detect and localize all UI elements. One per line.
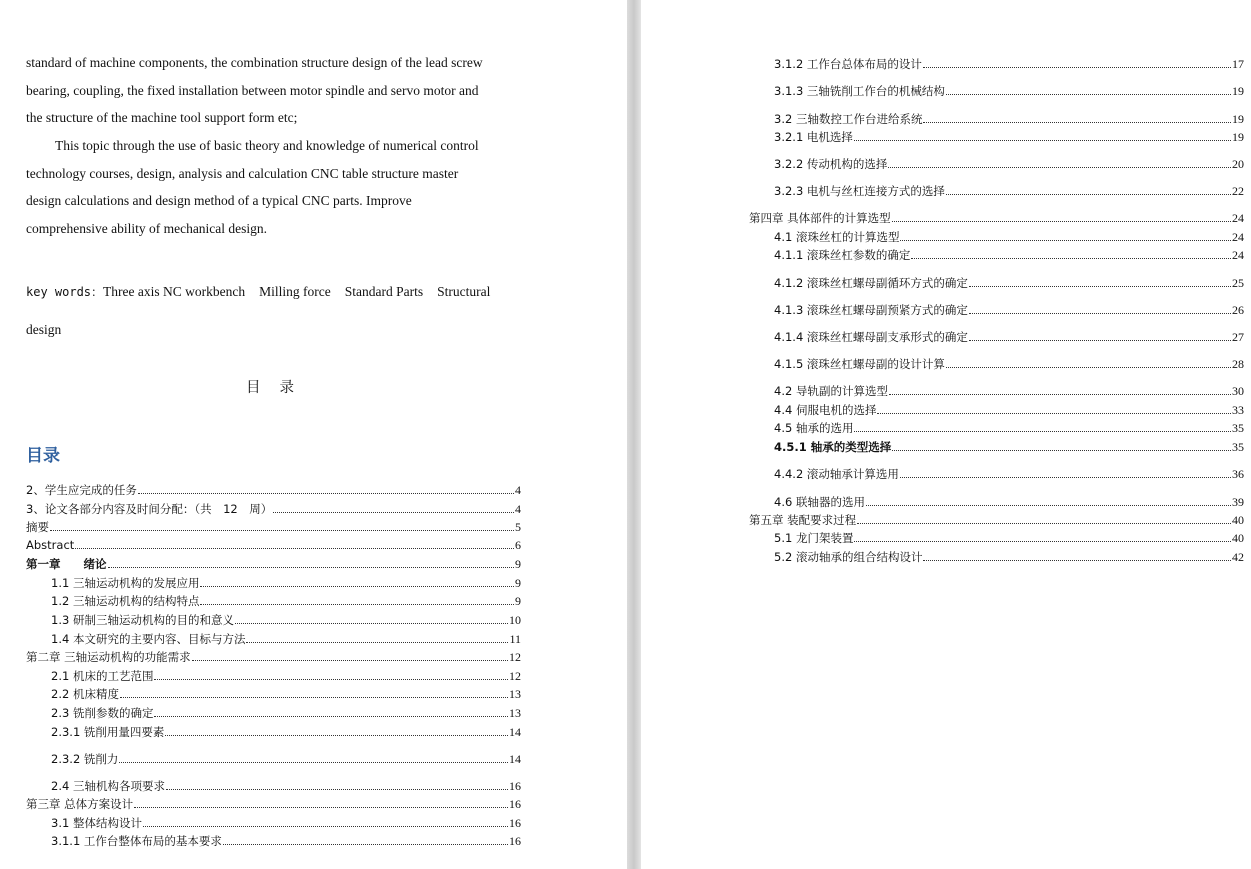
toc-page-number: 12 — [509, 650, 521, 664]
toc-dot-leader — [946, 94, 1231, 95]
toc-dot-leader — [200, 604, 514, 605]
toc-dot-leader — [120, 697, 508, 698]
toc-entry[interactable] — [749, 512, 1244, 528]
toc-entry-title: 1.4 本文研究的主要内容、目标与方法 — [51, 632, 246, 646]
toc-entry[interactable] — [774, 229, 1244, 245]
toc-entry-title: 4.4 伺服电机的选择 — [774, 403, 877, 417]
toc-entry[interactable] — [51, 668, 521, 684]
toc-dot-leader — [854, 140, 1231, 141]
toc-entry[interactable] — [51, 751, 521, 767]
toc-entry-title: 4.1.5 滚珠丝杠螺母副的设计计算 — [774, 357, 945, 371]
toc-entry[interactable] — [51, 612, 521, 628]
toc-entry[interactable] — [51, 778, 521, 794]
toc-dot-leader — [166, 789, 508, 790]
toc-dot-leader — [877, 413, 1231, 414]
toc-entry-title: 2.1 机床的工艺范围 — [51, 669, 154, 683]
toc-dot-leader — [235, 623, 508, 624]
toc-dot-leader — [946, 194, 1231, 195]
toc-entry[interactable] — [26, 501, 521, 517]
toc-entry-title: 4.1.4 滚珠丝杠螺母副支承形式的确定 — [774, 330, 968, 344]
toc-page-number: 16 — [509, 797, 521, 811]
toc-page-number: 24 — [1232, 211, 1244, 225]
toc-page-number: 9 — [515, 557, 521, 571]
toc-page-number: 10 — [509, 613, 521, 627]
toc-dot-leader — [857, 523, 1231, 524]
toc-page-number: 12 — [509, 669, 521, 683]
toc-dot-leader — [50, 530, 514, 531]
toc-entry[interactable] — [774, 549, 1244, 565]
keywords-line — [26, 283, 490, 300]
toc-dot-leader — [273, 512, 514, 513]
toc-entry[interactable] — [774, 420, 1244, 436]
toc-entry[interactable] — [774, 183, 1244, 199]
toc-page-number: 4 — [515, 502, 521, 516]
toc-entry[interactable] — [26, 537, 521, 553]
toc-dot-leader — [892, 221, 1231, 222]
keyword-item: Milling force — [259, 284, 331, 299]
toc-dot-leader — [200, 586, 514, 587]
toc-entry-title: 3.1.1 工作台整体布局的基本要求 — [51, 834, 222, 848]
toc-entry[interactable] — [774, 156, 1244, 172]
toc-page-number: 17 — [1232, 57, 1244, 71]
toc-dot-leader — [108, 567, 515, 568]
toc-dot-leader — [854, 541, 1231, 542]
abstract-line: comprehensive ability of mechanical design. — [26, 220, 268, 236]
toc-dot-leader — [923, 67, 1231, 68]
toc-entry[interactable] — [774, 530, 1244, 546]
abstract-line: standard of machine components, the combination structure design of the lead screw — [26, 55, 483, 70]
toc-page-number: 9 — [515, 576, 521, 590]
toc-entry-title: 5.2 滚动轴承的组合结构设计 — [774, 550, 923, 564]
toc-entry[interactable] — [774, 402, 1244, 418]
toc-entry-title: 摘要 — [26, 520, 49, 534]
toc-page-number: 5 — [515, 520, 521, 534]
abstract-line: This topic through the use of basic theory and knowledge of numerical control — [55, 138, 479, 153]
toc-entry-title: 第五章 装配要求过程 — [749, 513, 857, 527]
toc-entry[interactable] — [51, 815, 521, 831]
toc-dot-leader — [911, 258, 1231, 259]
toc-entry-title: 第一章 绪论 — [26, 557, 107, 571]
toc-page-number: 27 — [1232, 330, 1244, 344]
toc-page-number: 39 — [1232, 495, 1244, 509]
toc-entry[interactable] — [26, 796, 521, 812]
toc-page-number: 24 — [1232, 230, 1244, 244]
toc-entry[interactable] — [774, 83, 1244, 99]
toc-page-number: 35 — [1232, 421, 1244, 435]
toc-entry-title: 4.2 导轨副的计算选型 — [774, 384, 888, 398]
abstract-line: bearing, coupling, the fixed installation between motor spindle and servo motor and — [26, 82, 479, 98]
toc-entry-title: 4.6 联轴器的选用 — [774, 495, 865, 509]
toc-dot-leader — [154, 716, 508, 717]
keyword-item: Standard Parts — [344, 284, 424, 299]
toc-page-number: 24 — [1232, 248, 1244, 262]
toc-dot-leader — [923, 560, 1231, 561]
toc-entry-title: 4.1 滚珠丝杠的计算选型 — [774, 230, 900, 244]
page-gutter — [627, 0, 641, 869]
toc-entry-title: 2.3 铣削参数的确定 — [51, 706, 154, 720]
toc-page-number: 40 — [1232, 513, 1244, 527]
toc-entry[interactable] — [774, 439, 1244, 455]
toc-dot-leader — [119, 762, 508, 763]
toc-dot-leader — [866, 505, 1231, 506]
toc-entry-title: 4.5 轴承的选用 — [774, 421, 854, 435]
toc-page-number: 6 — [515, 538, 521, 552]
keywords-label: key words： — [26, 285, 104, 299]
toc-dot-leader — [892, 450, 1231, 451]
toc-page-number: 13 — [509, 687, 521, 701]
toc-dot-leader — [854, 431, 1231, 432]
toc-entry[interactable] — [749, 210, 1244, 226]
toc-page-number: 11 — [509, 632, 521, 646]
toc-page-number: 25 — [1232, 276, 1244, 290]
keywords-continuation: design — [26, 322, 62, 337]
toc-entry-title: 1.3 研制三轴运动机构的目的和意义 — [51, 613, 234, 627]
abstract-paragraph-1 — [26, 49, 518, 132]
toc-entry-title: 3.2 三轴数控工作台进给系统 — [774, 112, 923, 126]
toc-page-number: 28 — [1232, 357, 1244, 371]
toc-heading: 目录 — [26, 446, 60, 466]
toc-entry-title: 3.1.3 三轴铣削工作台的机械结构 — [774, 84, 945, 98]
toc-entry-title: 5.1 龙门架装置 — [774, 531, 854, 545]
toc-entry-title: 4.1.2 滚珠丝杠螺母副循环方式的确定 — [774, 276, 968, 290]
toc-entry[interactable] — [774, 466, 1244, 482]
toc-dot-leader — [923, 122, 1231, 123]
toc-dot-leader — [969, 286, 1231, 287]
toc-entry[interactable] — [774, 275, 1244, 291]
toc-entry[interactable] — [774, 494, 1244, 510]
toc-entry-title: Abstract — [26, 538, 75, 552]
toc-dot-leader — [75, 548, 514, 549]
toc-page-number: 4 — [515, 483, 521, 497]
toc-entry[interactable] — [26, 482, 521, 498]
toc-entry-title: 2.2 机床精度 — [51, 687, 119, 701]
toc-page-number: 42 — [1232, 550, 1244, 564]
toc-entry[interactable] — [26, 649, 521, 665]
toc-entry-title: 4.5.1 轴承的类型选择 — [774, 440, 892, 454]
toc-dot-leader — [154, 679, 508, 680]
toc-page-number: 19 — [1232, 84, 1244, 98]
toc-page-number: 14 — [509, 752, 521, 766]
toc-page-number: 9 — [515, 594, 521, 608]
toc-entry-title: 1.2 三轴运动机构的结构特点 — [51, 594, 200, 608]
toc-page-number: 40 — [1232, 531, 1244, 545]
toc-entry[interactable] — [774, 383, 1244, 399]
keyword-item: Structural — [437, 284, 491, 299]
toc-entry-title: 2.3.2 铣削力 — [51, 752, 119, 766]
toc-entry-title: 3.2.1 电机选择 — [774, 130, 853, 144]
toc-page-number: 30 — [1232, 384, 1244, 398]
toc-dot-leader — [900, 477, 1231, 478]
toc-entry-title: 3、论文各部分内容及时间分配：（共 12 周） — [26, 502, 273, 516]
toc-dot-leader — [143, 826, 508, 827]
toc-entry[interactable] — [774, 247, 1244, 263]
toc-dot-leader — [969, 340, 1231, 341]
toc-page-number: 16 — [509, 834, 521, 848]
toc-entry-title: 第三章 总体方案设计 — [26, 797, 134, 811]
keyword-item: Three axis NC workbench — [103, 284, 246, 299]
toc-dot-leader — [165, 735, 508, 736]
toc-entry-title: 3.1 整体结构设计 — [51, 816, 142, 830]
toc-entry[interactable] — [51, 724, 521, 740]
right-page — [641, 0, 1251, 869]
toc-entry-title: 3.2.3 电机与丝杠连接方式的选择 — [774, 184, 945, 198]
toc-entry-title: 4.1.3 滚珠丝杠螺母副预紧方式的确定 — [774, 303, 968, 317]
toc-dot-leader — [246, 642, 508, 643]
toc-page-number: 36 — [1232, 467, 1244, 481]
toc-dot-leader — [969, 313, 1231, 314]
toc-entry-title: 4.4.2 滚动轴承计算选用 — [774, 467, 899, 481]
toc-dot-leader — [223, 844, 508, 845]
toc-page-number: 20 — [1232, 157, 1244, 171]
toc-center-title: 目录 — [246, 380, 313, 396]
toc-entry[interactable] — [51, 705, 521, 721]
toc-entry-title: 2.3.1 铣削用量四要素 — [51, 725, 165, 739]
toc-dot-leader — [138, 493, 514, 494]
toc-entry[interactable] — [51, 833, 521, 849]
toc-entry-title: 3.2.2 传动机构的选择 — [774, 157, 888, 171]
toc-entry[interactable] — [51, 575, 521, 591]
abstract-line: the structure of the machine tool support form etc; — [26, 110, 298, 126]
toc-page-number: 19 — [1232, 112, 1244, 126]
toc-page-number: 19 — [1232, 130, 1244, 144]
toc-entry-title: 第二章 三轴运动机构的功能需求 — [26, 650, 191, 664]
abstract-line: design calculations and design method of a typical CNC parts. Improve — [26, 193, 412, 209]
abstract-paragraph-2 — [26, 132, 518, 242]
toc-page-number: 26 — [1232, 303, 1244, 317]
toc-entry-title: 3.1.2 工作台总体布局的设计 — [774, 57, 922, 71]
toc-page-number: 35 — [1232, 440, 1244, 454]
toc-entry-title: 2、学生应完成的任务 — [26, 483, 137, 497]
toc-entry-title: 2.4 三轴机构各项要求 — [51, 779, 165, 793]
abstract-line: technology courses, design, analysis and calculation CNC table structure master — [26, 165, 459, 181]
toc-dot-leader — [946, 367, 1231, 368]
toc-page-number: 33 — [1232, 403, 1244, 417]
toc-dot-leader — [192, 660, 508, 661]
toc-entry[interactable] — [774, 56, 1244, 72]
toc-dot-leader — [134, 807, 508, 808]
toc-entry[interactable] — [26, 519, 521, 535]
toc-page-number: 13 — [509, 706, 521, 720]
toc-page-number: 22 — [1232, 184, 1244, 198]
toc-entry-title: 4.1.1 滚珠丝杠参数的确定 — [774, 248, 911, 262]
toc-dot-leader — [888, 167, 1231, 168]
toc-entry[interactable] — [26, 556, 521, 572]
toc-entry[interactable] — [774, 129, 1244, 145]
toc-page-number: 14 — [509, 725, 521, 739]
toc-entry[interactable] — [774, 302, 1244, 318]
toc-entry[interactable] — [774, 356, 1244, 372]
toc-dot-leader — [900, 240, 1231, 241]
toc-page-number: 16 — [509, 779, 521, 793]
toc-entry-title: 1.1 三轴运动机构的发展应用 — [51, 576, 200, 590]
toc-entry[interactable] — [51, 686, 521, 702]
toc-page-number: 16 — [509, 816, 521, 830]
toc-dot-leader — [889, 394, 1231, 395]
toc-entry[interactable] — [774, 111, 1244, 127]
toc-entry-title: 第四章 具体部件的计算选型 — [749, 211, 891, 225]
toc-entry[interactable] — [51, 593, 521, 609]
toc-entry[interactable] — [51, 631, 521, 647]
toc-entry[interactable] — [774, 329, 1244, 345]
